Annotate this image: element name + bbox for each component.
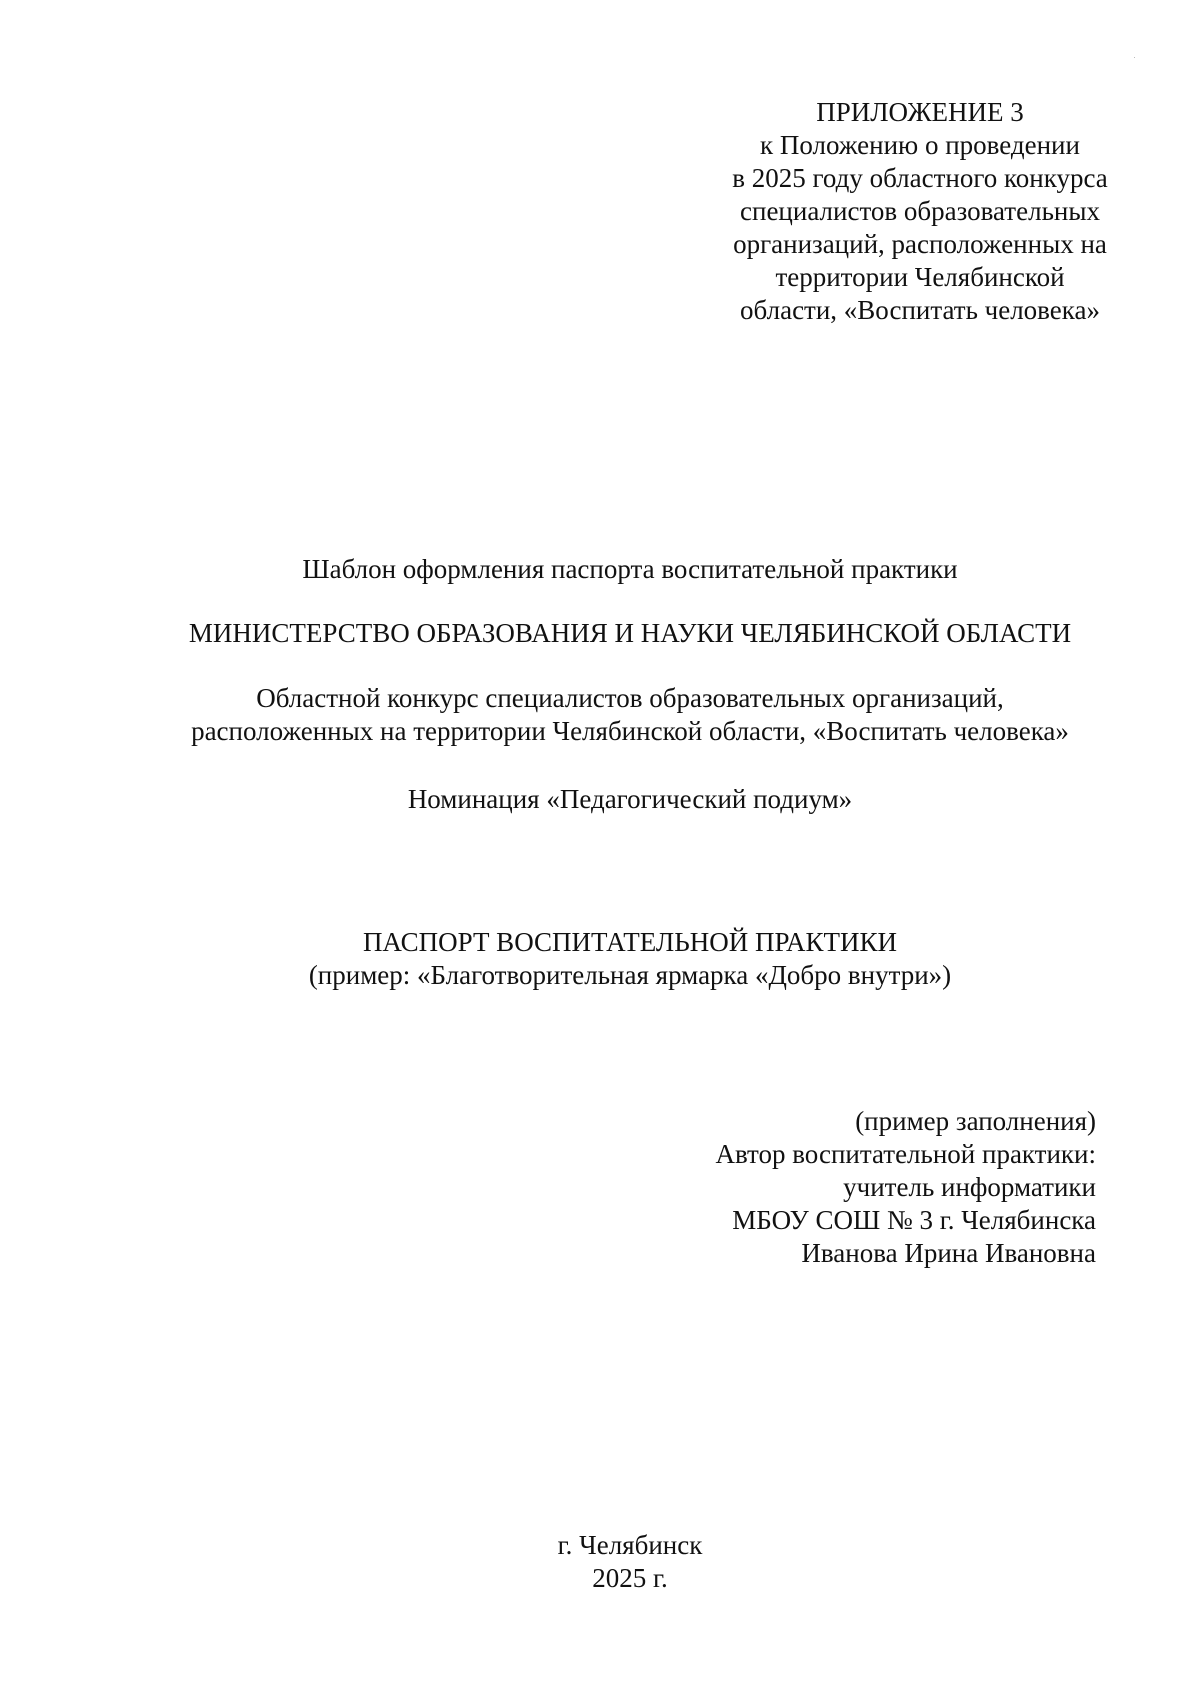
appendix-line: организаций, расположенных на <box>733 229 1107 259</box>
contest-line: расположенных на территории Челябинской области, «Воспитать человека» <box>191 716 1069 746</box>
appendix-line: в 2025 году областного конкурса <box>732 163 1108 193</box>
appendix-line: к Положению о проведении <box>760 130 1080 160</box>
author-block <box>715 1105 1096 1270</box>
year: 2025 г. <box>592 1563 668 1593</box>
passport-subtitle: (пример: «Благотворительная ярмарка «Добро внутри») <box>308 960 952 990</box>
appendix-line: специалистов образовательных <box>740 196 1100 226</box>
appendix-header <box>700 96 1140 327</box>
contest-line: Областной конкурс специалистов образовательных организаций, <box>256 683 1004 713</box>
scan-artifact <box>1134 57 1135 58</box>
author-line: (пример заполнения) <box>855 1106 1096 1136</box>
author-line: Автор воспитательной практики: <box>715 1139 1096 1169</box>
nomination: Номинация «Педагогический подиум» <box>407 784 853 814</box>
contest-description <box>0 682 1200 748</box>
author-line: МБОУ СОШ № 3 г. Челябинска <box>732 1205 1096 1235</box>
appendix-title: ПРИЛОЖЕНИЕ 3 <box>816 97 1024 127</box>
appendix-line: области, «Воспитать человека» <box>740 295 1100 325</box>
appendix-line: территории Челябинской <box>775 262 1065 292</box>
author-line: учитель информатики <box>843 1172 1096 1202</box>
ministry-heading: МИНИСТЕРСТВО ОБРАЗОВАНИЯ И НАУКИ ЧЕЛЯБИНСКОЙ ОБЛАСТИ <box>188 618 1072 648</box>
passport-heading <box>0 926 1200 992</box>
passport-title: ПАСПОРТ ВОСПИТАТЕЛЬНОЙ ПРАКТИКИ <box>362 927 898 957</box>
city-year <box>0 1529 1200 1595</box>
template-caption: Шаблон оформления паспорта воспитательной практики <box>302 554 958 584</box>
city: г. Челябинск <box>557 1530 703 1560</box>
author-line: Иванова Ирина Ивановна <box>801 1238 1096 1268</box>
